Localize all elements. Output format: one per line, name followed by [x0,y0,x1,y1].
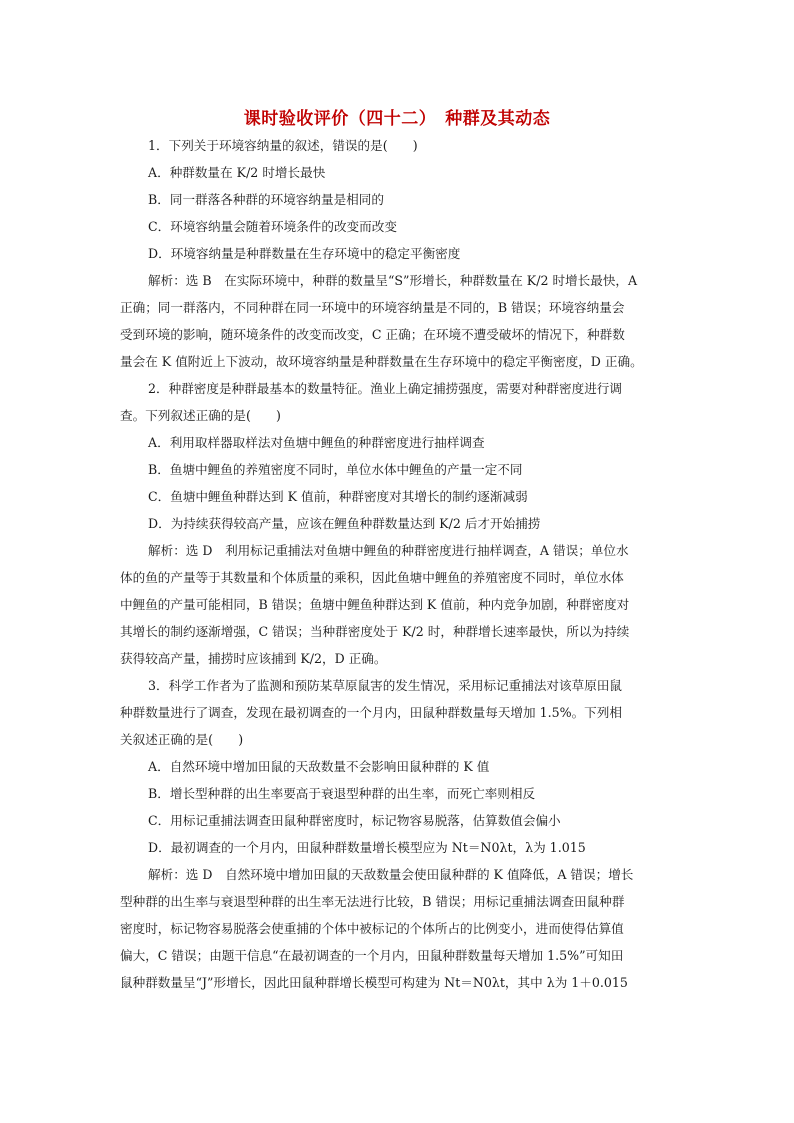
answer-2-line: 体的鱼的产量等于其数量和个体质量的乘积，因此鱼塘中鲤鱼的养殖密度不同时，单位水体 [120,570,624,585]
question-3-stem: 关叙述正确的是( ) [120,732,244,747]
answer-2-line: 获得较高产量，捕捞时应该捕到 K/2，D 正确。 [120,651,387,666]
question-3-option-d: D．最初调查的一个月内，田鼠种群数量增长模型应为 Nt＝N0λt，λ为 1.015 [148,840,586,855]
question-1-option-c: C．环境容纳量会随着环境条件的改变而改变 [148,219,397,234]
question-2-option-b: B．鱼塘中鲤鱼的养殖密度不同时，单位水体中鲤鱼的产量一定不同 [148,462,523,477]
question-3-option-b: B．增长型种群的出生率要高于衰退型种群的出生率，而死亡率则相反 [148,786,536,801]
answer-1-line: 正确；同一群落内，不同种群在同一环境中的环境容纳量是不同的，B 错误；环境容纳量会 [120,300,625,315]
question-1-option-b: B．同一群落各种群的环境容纳量是相同的 [148,192,384,207]
question-3-option-c: C．用标记重捕法调查田鼠种群密度时，标记物容易脱落，估算数值会偏小 [148,813,561,828]
answer-2-line: 解析：选 D 利用标记重捕法对鱼塘中鲤鱼的种群密度进行抽样调查，A 错误；单位水 [148,543,629,558]
answer-3-line: 密度时，标记物容易脱落会使重捕的个体中被标记的个体所占的比例变小，进而使得估算值 [120,921,624,936]
question-2-option-c: C．鱼塘中鲤鱼种群达到 K 值前，种群密度对其增长的制约逐渐减弱 [148,489,528,504]
question-3-stem: 种群数量进行了调查，发现在最初调查的一个月内，田鼠种群数量每天增加 1.5%。下列相 [120,705,622,720]
answer-2-line: 中鲤鱼的产量可能相同，B 错误；鱼塘中鲤鱼种群达到 K 值前，种内竞争加剧，种群密度对 [120,597,630,612]
question-1-option-d: D．环境容纳量是种群数量在生存环境中的稳定平衡密度 [148,246,461,261]
answer-1-line: 解析：选 B 在实际环境中，种群的数量呈“S”形增长，种群数量在 K/2 时增长最快，A [148,273,638,288]
question-3-stem: 3．科学工作者为了监测和预防某草原鼠害的发生情况，采用标记重捕法对该草原田鼠 [148,678,622,693]
page-title: 课时验收评价（四十二） 种群及其动态 [243,109,551,129]
question-1-option-a: A．种群数量在 K/2 时增长最快 [148,165,326,180]
answer-1-line: 量会在 K 值附近上下波动，故环境容纳量是种群数量在生存环境中的稳定平衡密度，D 正确。 [120,354,643,369]
answer-3-line: 型种群的出生率与衰退型种群的出生率无法进行比较，B 错误；用标记重捕法调查田鼠种群 [120,894,625,909]
question-2-option-a: A．利用取样器取样法对鱼塘中鲤鱼的种群密度进行抽样调查 [148,435,485,450]
question-1-stem: 1．下列关于环境容纳量的叙述，错误的是( ) [148,138,418,153]
answer-2-line: 其增长的制约逐渐增强，C 错误；当种群密度处于 K/2 时，种群增长速率最快，所以为持续 [120,624,630,639]
question-2-stem: 查。下列叙述正确的是( ) [120,408,281,423]
answer-1-line: 受到环境的影响，随环境条件的改变而改变，C 正确；在环境不遭受破坏的情况下，种群数 [120,327,625,342]
answer-3-line: 解析：选 D 自然环境中增加田鼠的天敌数量会使田鼠种群的 K 值降低，A 错误；增长 [148,867,634,882]
question-2-option-d: D．为持续获得较高产量，应该在鲤鱼种群数量达到 K/2 后才开始捕捞 [148,516,541,531]
question-3-option-a: A．自然环境中增加田鼠的天敌数量不会影响田鼠种群的 K 值 [148,759,490,774]
question-2-stem: 2．种群密度是种群最基本的数量特征。渔业上确定捕捞强度，需要对种群密度进行调 [148,381,622,396]
answer-3-line: 偏大，C 错误；由题干信息“在最初调查的一个月内，田鼠种群数量每天增加 1.5%”可知田 [120,948,624,963]
answer-3-line: 鼠种群数量呈“J”形增长，因此田鼠种群增长模型可构建为 Nt＝N0λt，其中 λ为 1＋0.015 [120,975,628,990]
